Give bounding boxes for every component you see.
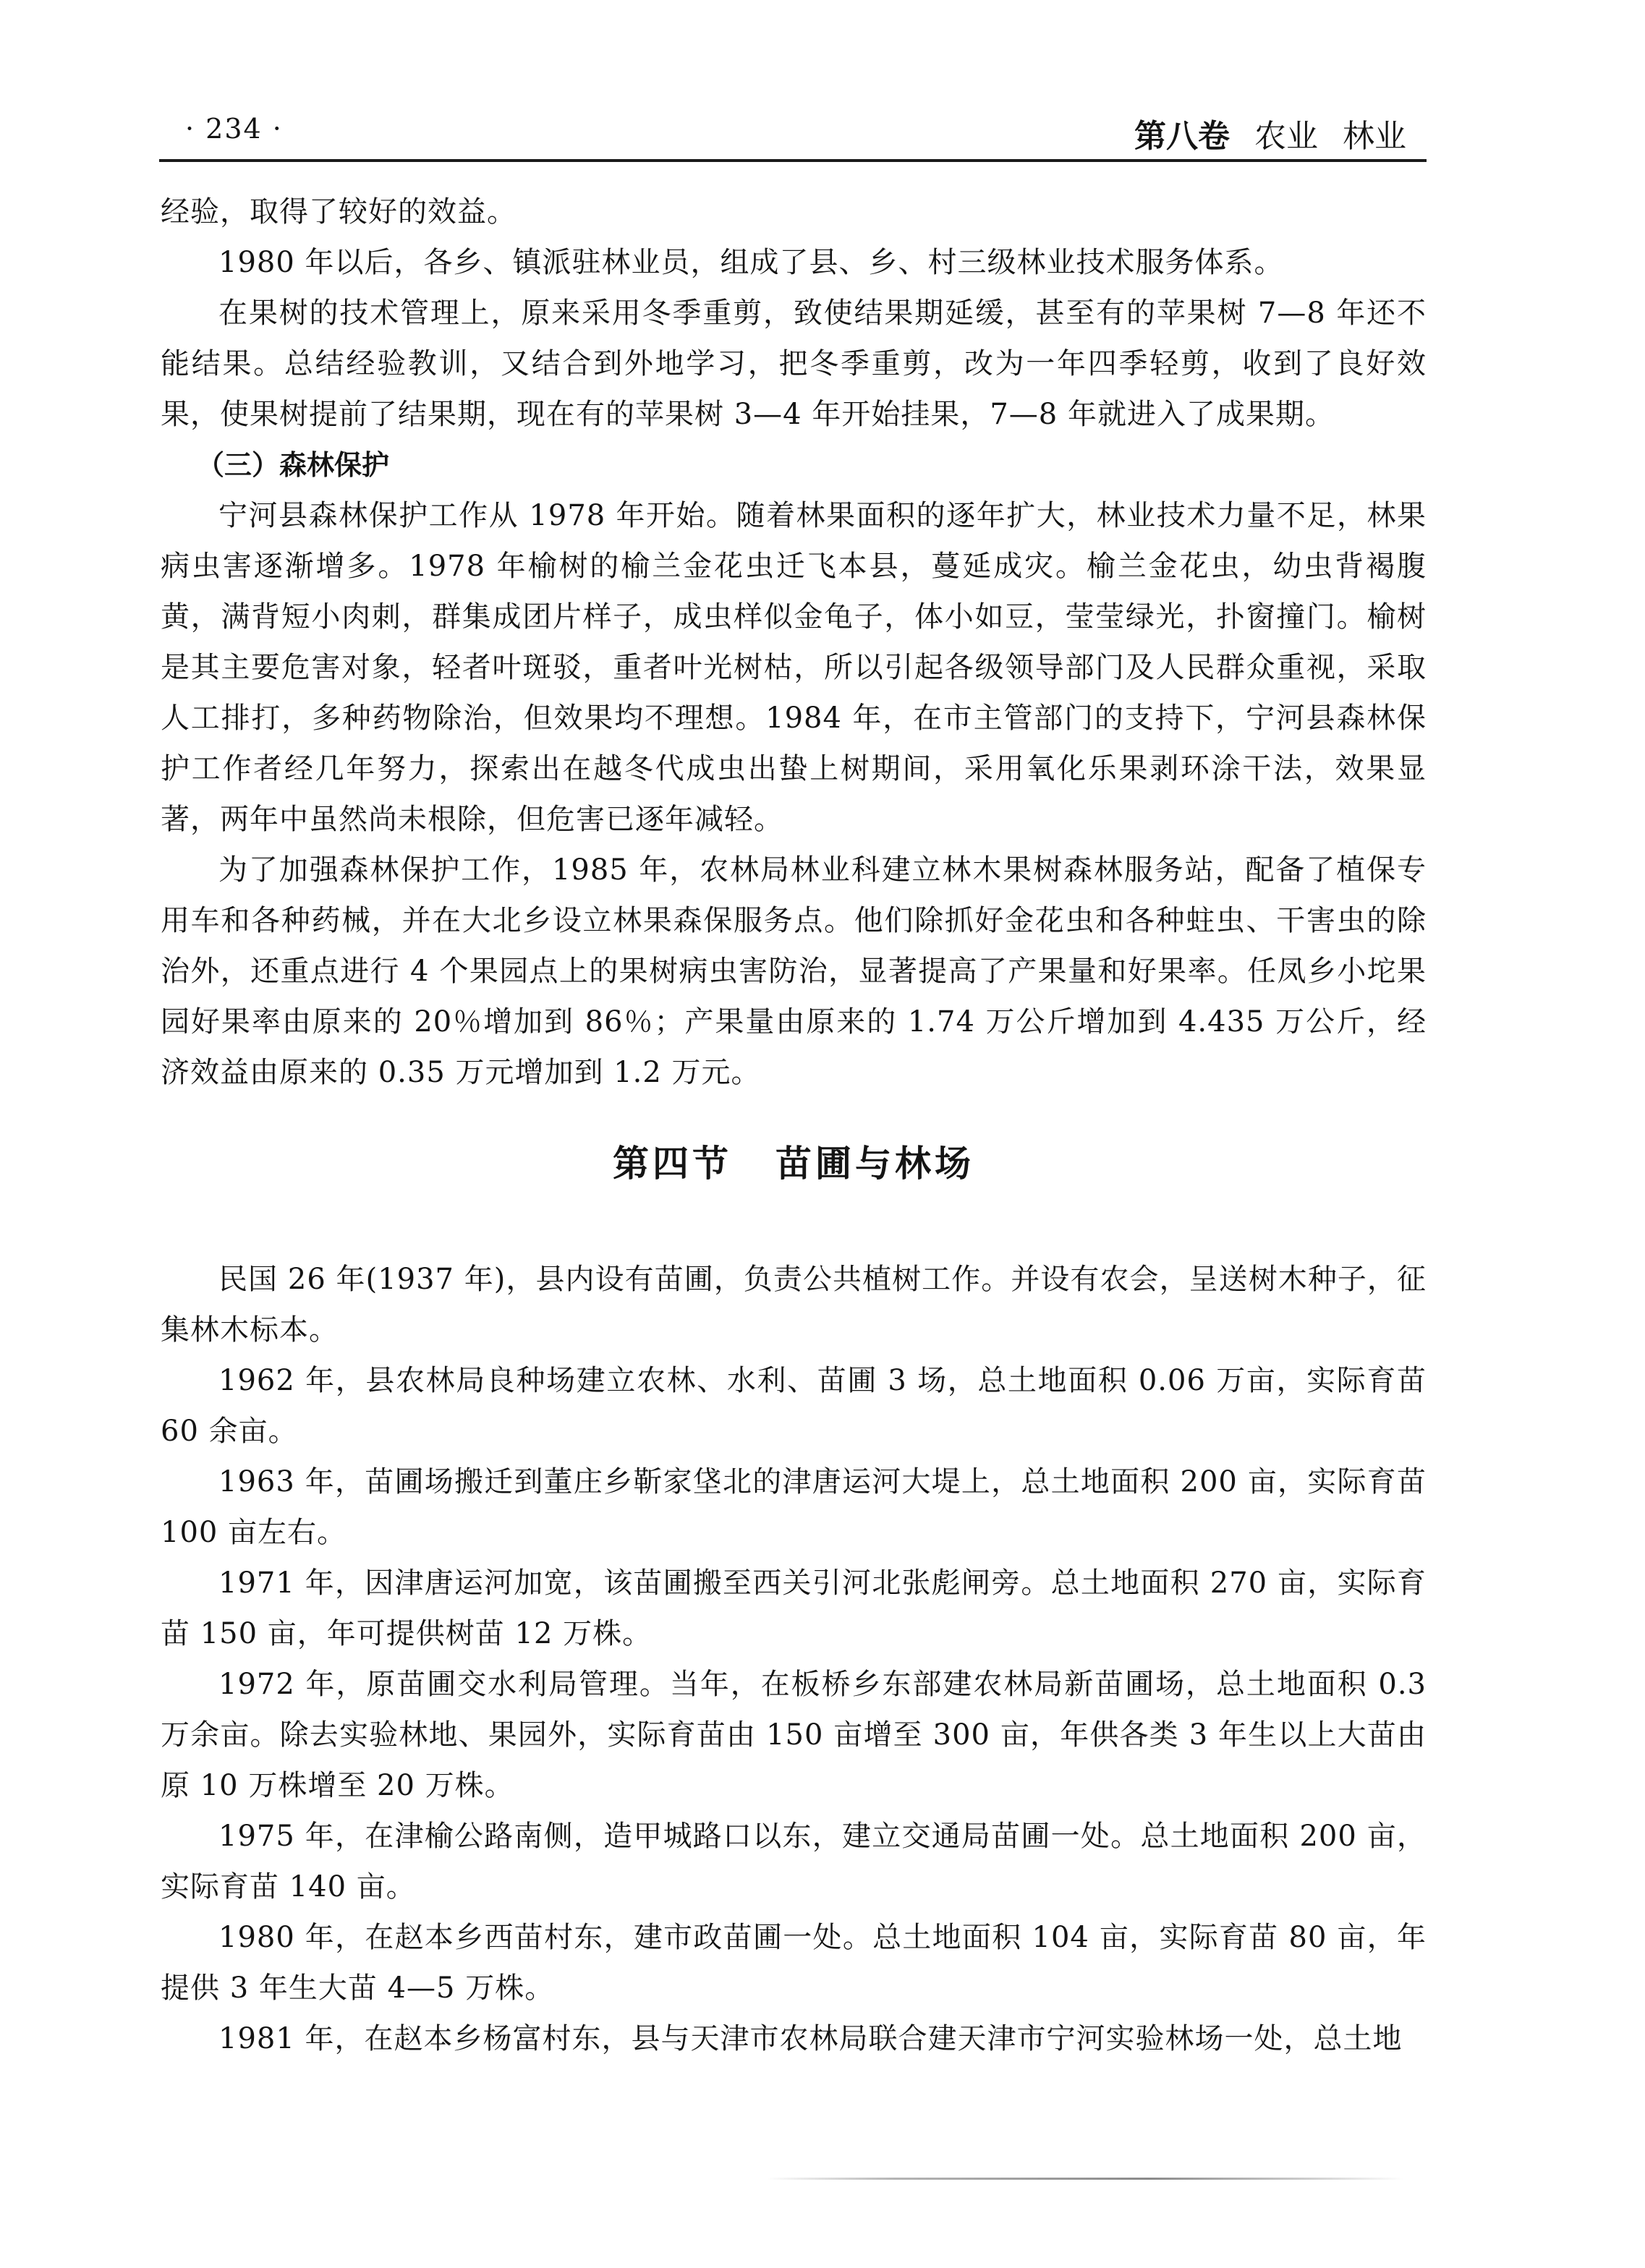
paragraph: 1972 年，原苗圃交水利局管理。当年，在板桥乡东部建农林局新苗圃场，总土地面积 0.3 万余亩。除去实验林地、果园外，实际育苗由 150 亩增至 300 亩，年供各类 3 年生以上大苗由原 10 万株增至 20 万株。 — [161, 1668, 1427, 1802]
paragraph: 民国 26 年(1937 年)，县内设有苗圃，负责公共植树工作。并设有农会，呈送树木种子，征集林木标本。 — [161, 1263, 1427, 1347]
paragraph: 为了加强森林保护工作，1985 年，农林局林业科建立林木果树森林服务站，配备了植保专用车和各种药械，并在大北乡设立林果森保服务点。他们除抓好金花虫和各种蛀虫、干害虫的除治外，还重点进行 4 个果园点上的果树病虫害防治，显著提高了产果量和好果率。任凤乡小坨果园好果率由原来的 20％增加到 86％；产果量由原来的 1.74 万公斤增加到 4.435 万公斤，经济效益由原来的 0.35 万元增加到 1.2 万元。 — [161, 853, 1427, 1089]
paragraph: 1980 年，在赵本乡西苗村东，建市政苗圃一处。总土地面积 104 亩，实际育苗 80 亩，年提供 3 年生大苗 4—5 万株。 — [161, 1921, 1427, 2005]
paragraph: 1963 年，苗圃场搬迁到董庄乡靳家垡北的津唐运河大堤上，总土地面积 200 亩，实际育苗 100 亩左右。 — [161, 1465, 1427, 1549]
section-title: 苗圃与林场 — [775, 1142, 974, 1185]
paragraph: 宁河县森林保护工作从 1978 年开始。随着林果面积的逐年扩大，林业技术力量不足，林果病虫害逐渐增多。1978 年榆树的榆兰金花虫迁飞本县，蔓延成灾。榆兰金花虫，幼虫背褐腹黄，满背短小肉刺，群集成团片样子，成虫样似金龟子，体小如豆，莹莹绿光，扑窗撞门。榆树是其主要危害对象，轻者叶斑驳，重者叶光树枯，所以引起各级领导部门及人民群众重视，采取人工排打，多种药物除治，但效果均不理想。1984 年，在市主管部门的支持下，宁河县森林保护工作者经几年努力，探索出在越冬代成虫出蛰上树期间，采用氧化乐果剥环涂干法，效果显著，两年中虽然尚未根除，但危害已逐年减轻。 — [161, 499, 1427, 836]
page-number: · 234 · — [185, 113, 283, 145]
scan-artifact-line — [767, 2178, 1403, 2180]
paragraph: 1981 年，在赵本乡杨富村东，县与天津市农林局联合建天津市宁河实验林场一处，总土地 — [218, 2022, 1403, 2055]
volume-title — [1134, 110, 1406, 156]
paragraph: 1971 年，因津唐运河加宽，该苗圃搬至西关引河北张彪闸旁。总土地面积 270 亩，实际育苗 150 亩，年可提供树苗 12 万株。 — [161, 1566, 1427, 1650]
subsection-heading: （三）森林保护 — [197, 449, 390, 481]
body-text — [161, 187, 1427, 2064]
paragraph-continued: 经验，取得了较好的效益。 — [161, 195, 517, 229]
paragraph: 1962 年，县农林局良种场建立农林、水利、苗圃 3 场，总土地面积 0.06 万亩，实际育苗 60 余亩。 — [161, 1364, 1427, 1448]
paragraph: 在果树的技术管理上，原来采用冬季重剪，致使结果期延缓，甚至有的苹果树 7—8 年还不能结果。总结经验教训，又结合到外地学习，把冬季重剪，改为一年四季轻剪，收到了良好效果，使果树提前了结果期，现在有的苹果树 3—4 年开始挂果，7—8 年就进入了成果期。 — [161, 297, 1427, 431]
section-number: 第四节 — [613, 1142, 732, 1185]
running-header — [159, 108, 1427, 162]
section-heading — [161, 1131, 1427, 1196]
subject-label-2: 林业 — [1343, 118, 1406, 155]
paragraph: 1980 年以后，各乡、镇派驻林业员，组成了县、乡、村三级林业技术服务体系。 — [218, 246, 1284, 279]
paragraph: 1975 年，在津榆公路南侧，造甲城路口以东，建立交通局苗圃一处。总土地面积 200 亩，实际育苗 140 亩。 — [161, 1820, 1427, 1904]
subject-label: 农业 — [1254, 118, 1318, 155]
volume-label: 第八卷 — [1134, 118, 1230, 155]
